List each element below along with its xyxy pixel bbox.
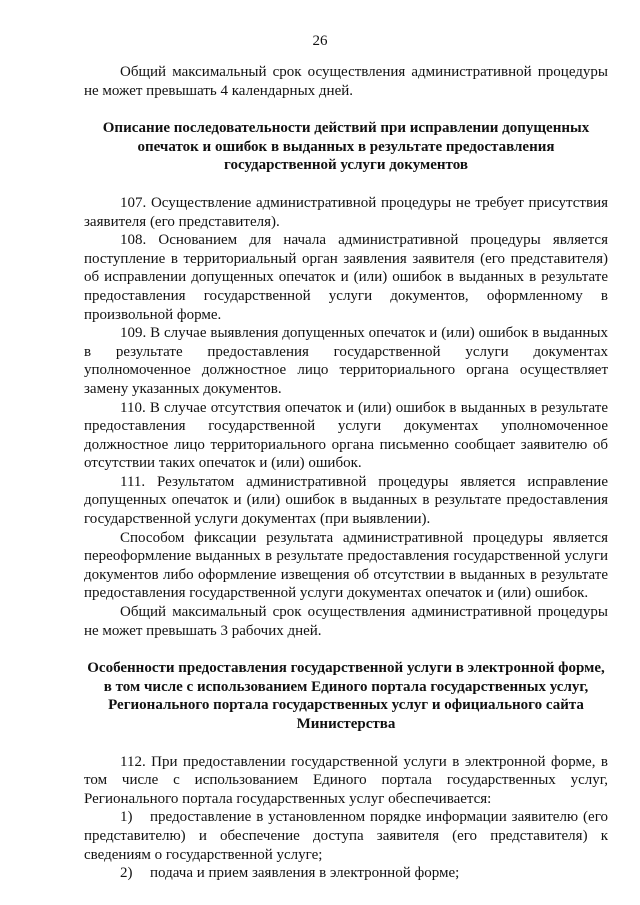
section-heading: Описание последовательности действий при исправлении допущенных опечаток и ошибок в выданных в результате предоставления государственной услуги документов [102,120,590,174]
paragraph: 107. Осуществление административной процедуры не требует присутствия заявителя (его представителя). [84,194,608,230]
paragraph: 109. В случае выявления допущенных опечаток и (или) ошибок в выданных в результате предоставления государственной услуги документах уполномоченное должностное лицо территориального органа осуществляет замену указанных документов. [84,325,608,397]
paragraph: Способом фиксации результата административной процедуры является переоформление выданных в результате предоставления государственной услуги документов либо оформление извещения об отсутствии в выданных в результате предоставления государственной услуги документах опечаток и (или) ошибок. [84,529,608,602]
paragraph: 112. При предоставлении государственной услуги в электронной форме, в том числе с использованием Единого портала государственных услуг, Регионального портала государственных услуг обеспечивается: [84,753,608,807]
section-heading: Особенности предоставления государственной услуги в электронной форме, в том числе с использованием Единого портала государственных услуг, Регионального портала государственных услуг и официального сайта Министерства [87,660,605,732]
list-item-text [84,808,608,864]
list-item-text [84,864,608,883]
paragraph: Общий максимальный срок осуществления административной процедуры не может превышать 3 рабочих дней. [84,604,608,639]
section-1 [84,194,608,640]
list-item-number: 1) [120,809,133,826]
document-body [84,63,608,883]
list-item [84,864,608,883]
list-item-body: подача и прием заявления в электронной форме; [150,865,460,882]
list-item-number: 2) [120,865,133,882]
paragraph: 110. В случае отсутствия опечаток и (или) ошибок в выданных в результате предоставления государственной услуги документах уполномоченное должностное лицо территориального органа письменно сообщает заявителю об отсутствии таких опечаток и (или) ошибок. [84,399,608,472]
section-2 [84,753,608,883]
list-item [84,808,608,864]
paragraph: 108. Основанием для начала административной процедуры является поступление в территориальный орган заявления заявителя (его представителя) об исправлении допущенных опечаток и (или) ошибок в выданных в результате предоставления государственной услуги документов, оформленному в произвольной форме. [84,232,608,323]
page-number: 26 [312,33,328,49]
paragraph: 111. Результатом административной процедуры является исправление допущенных опечаток и (или) ошибок в выданных в результате предоставления государственной услуги документах (при выявлении). [84,473,608,528]
paragraph: Общий максимальный срок осуществления административной процедуры не может превышать 4 календарных дней. [84,64,608,99]
list-item-body: предоставление в установленном порядке информации заявителю (его представителю) и обеспечение доступа заявителя (его представителя) к сведениям о государственной услуге; [84,809,608,863]
